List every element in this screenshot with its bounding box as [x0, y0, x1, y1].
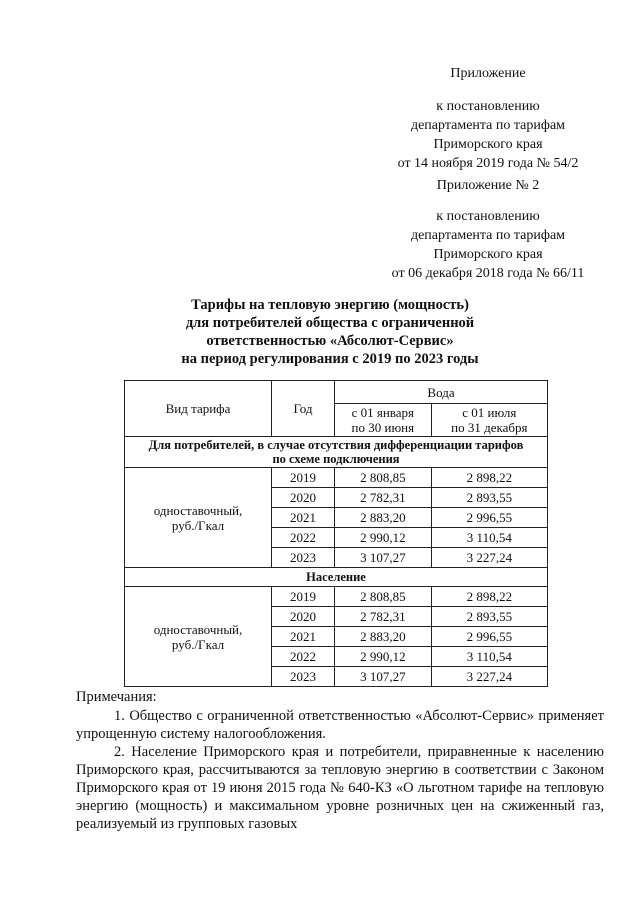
tariff-h1-cell: 2 808,85 — [335, 468, 432, 488]
title-line: для потребителей общества с ограниченной — [185, 315, 475, 331]
year-cell: 2019 — [272, 468, 335, 488]
tariff-h2-cell: 2 898,22 — [431, 468, 547, 488]
header-water: Вода — [335, 381, 548, 404]
tariff-h1-cell: 2 782,31 — [335, 488, 432, 508]
tariff-table — [124, 380, 548, 687]
table-row — [125, 587, 548, 607]
tariff-kind-line2: руб./Гкал — [171, 517, 225, 533]
year-cell: 2022 — [272, 647, 335, 667]
year-cell: 2019 — [272, 587, 335, 607]
tariff-kind-cell — [125, 468, 272, 568]
appendix-1-line: департамента по тарифам — [410, 118, 566, 133]
section-title-line1: Для потребителей, в случае отсутствия дифференциации тарифов — [148, 438, 524, 452]
tariff-h2-cell: 2 893,55 — [431, 488, 547, 508]
tariff-h1-cell: 2 883,20 — [335, 508, 432, 528]
section-title-line2: по схеме подключения — [272, 452, 400, 466]
tariff-h1-cell: 2 883,20 — [335, 627, 432, 647]
tariff-h2-cell: 3 110,54 — [431, 647, 547, 667]
title-line: Тарифы на тепловую энергию (мощность) — [191, 297, 469, 313]
section-header-row — [125, 568, 548, 587]
tariff-h2-cell: 2 996,55 — [431, 508, 547, 528]
header-period-1 — [335, 404, 432, 437]
table-header-row — [125, 381, 548, 404]
header-period-1-line2: по 30 июня — [351, 420, 415, 435]
header-year: Год — [272, 381, 335, 437]
section-title — [125, 437, 548, 468]
notes-heading: Примечания: — [76, 689, 157, 705]
title-line: ответственностью «Абсолют-Сервис» — [206, 333, 454, 349]
tariff-kind-line2: руб./Гкал — [171, 636, 225, 652]
section-title: Население — [125, 568, 548, 587]
year-cell: 2023 — [272, 667, 335, 687]
tariff-h2-cell: 2 898,22 — [431, 587, 547, 607]
tariff-h1-cell: 2 990,12 — [335, 528, 432, 548]
tariff-h1-cell: 2 782,31 — [335, 607, 432, 627]
tariff-h2-cell: 3 110,54 — [431, 528, 547, 548]
appendix-header-1 — [370, 64, 606, 173]
header-period-1-line1: с 01 января — [351, 405, 415, 420]
tariff-h2-cell: 2 893,55 — [431, 607, 547, 627]
year-cell: 2023 — [272, 548, 335, 568]
tariff-h2-cell: 3 227,24 — [431, 667, 547, 687]
year-cell: 2020 — [272, 488, 335, 508]
appendix-2-line: к постановлению — [436, 209, 540, 224]
appendix-1-line: к постановлению — [436, 99, 540, 114]
header-period-2 — [431, 404, 547, 437]
appendix-1-line: от 14 ноября 2019 года № 54/2 — [397, 156, 579, 171]
note-item: 1. Общество с ограниченной ответственностью «Абсолют-Сервис» применяет упрощенную систему налогообложения. — [76, 708, 604, 742]
header-period-2-line1: с 01 июля — [462, 405, 517, 420]
header-kind: Вид тарифа — [125, 381, 272, 437]
document-title — [120, 296, 540, 368]
year-cell: 2020 — [272, 607, 335, 627]
appendix-2-line: департамента по тарифам — [410, 228, 566, 243]
tariff-kind-cell — [125, 587, 272, 687]
tariff-h1-cell: 2 990,12 — [335, 647, 432, 667]
note-item: 2. Население Приморского края и потребители, приравненные к населению Приморского края, рассчитываются за тепловую энергию в соответствии с Законом Приморского края от 19 июня 2015 года № 640-КЗ «О льготном тарифе на тепловую энергию (мощность) и максимальном уровне розничных цен на сжиженный газ, реализуемый из групповых газовых — [76, 744, 604, 832]
tariff-kind-line1: одноставочный, — [153, 502, 243, 518]
tariff-h1-cell: 3 107,27 — [335, 667, 432, 687]
year-cell: 2021 — [272, 627, 335, 647]
title-line: на период регулирования с 2019 по 2023 годы — [181, 351, 479, 367]
appendix-1-line: Приморского края — [433, 137, 543, 152]
tariff-h1-cell: 2 808,85 — [335, 587, 432, 607]
tariff-h1-cell: 3 107,27 — [335, 548, 432, 568]
appendix-1-title: Приложение — [450, 66, 526, 81]
appendix-2-title: Приложение № 2 — [436, 178, 540, 193]
section-header-row — [125, 437, 548, 468]
appendix-header-2 — [370, 176, 606, 283]
header-period-2-line2: по 31 декабря — [451, 420, 528, 435]
appendix-2-line: от 06 декабря 2018 года № 66/11 — [391, 266, 585, 281]
appendix-2-line: Приморского края — [433, 247, 543, 262]
tariff-h2-cell: 3 227,24 — [431, 548, 547, 568]
tariff-h2-cell: 2 996,55 — [431, 627, 547, 647]
notes-section — [76, 688, 604, 833]
table-row — [125, 468, 548, 488]
tariff-kind-line1: одноставочный, — [153, 621, 243, 637]
year-cell: 2022 — [272, 528, 335, 548]
year-cell: 2021 — [272, 508, 335, 528]
